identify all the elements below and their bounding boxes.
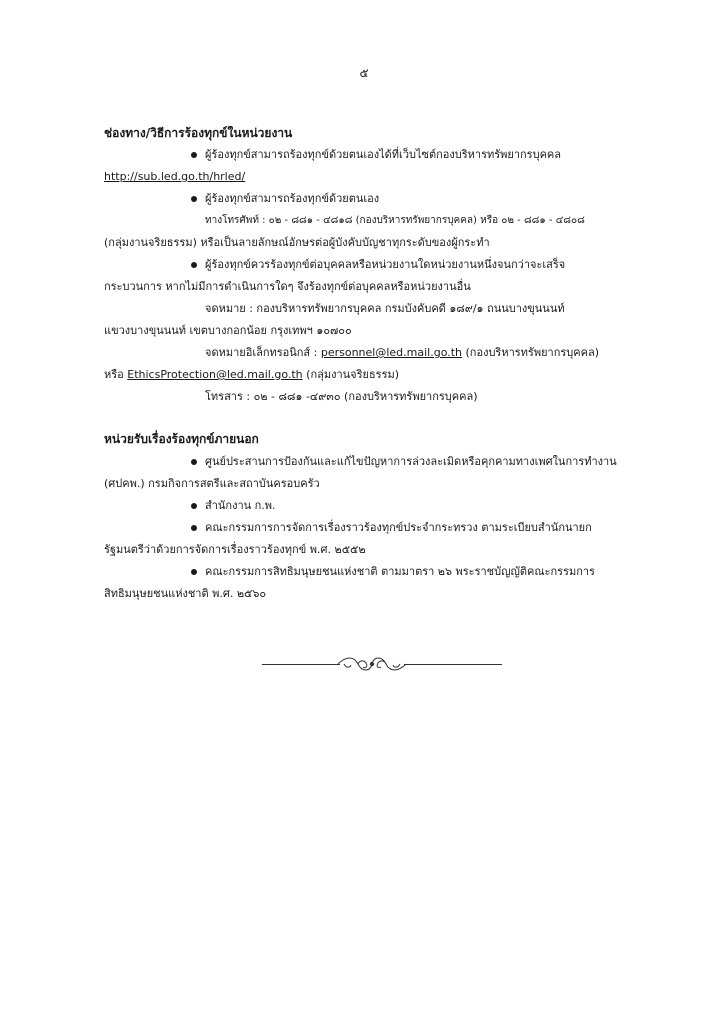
ethics-email-note: (กลุ่มงานจริยธรรม) xyxy=(306,368,400,381)
phone-line-continued: (กลุ่มงานจริยธรรม) หรือเป็นลายลักษณ์อักษรต่อผู้บังคับบัญชาทุกระดับของผู้กระทำ xyxy=(104,236,490,249)
or-label: หรือ xyxy=(104,368,124,381)
phone-line: ทางโทรศัพท์ : ๐๒ - ๘๘๑ - ๔๘๑๘ (กองบริหารทรัพยากรบุคคล) หรือ ๐๒ - ๘๘๑ - ๔๘๐๘ xyxy=(205,215,585,226)
harassment-center-continued: (ศปคพ.) กรมกิจการสตรีและสถาบันครอบครัว xyxy=(104,477,320,490)
personnel-email-note: (กองบริหารทรัพยากรบุคคล) xyxy=(465,346,600,359)
email-label: จดหมายอิเล็กทรอนิกส์ : xyxy=(205,346,318,359)
mail-address-line: จดหมาย : กองบริหารทรัพยากรบุคคล กรมบังคับคดี ๑๘๙/๑ ถนนบางขุนนนท์ xyxy=(205,302,565,315)
ministry-committee-continued: รัฐมนตรีว่าด้วยการจัดการเรื่องราวร้องทุกข์ พ.ศ. ๒๕๕๒ xyxy=(104,543,366,556)
flourish-divider-icon xyxy=(336,652,408,676)
external-item-harassment-center: ศูนย์ประสานการป้องกันและแก้ไขปัญหาการล่วงละเมิดหรือคุกคามทางเพศในการทำงาน xyxy=(205,455,617,468)
section-heading-internal: ช่องทาง/วิธีการร้องทุกข์ในหน่วยงาน xyxy=(104,126,293,140)
bullet-icon xyxy=(191,459,197,465)
section-heading-external: หน่วยรับเรื่องร้องทุกข์ภายนอก xyxy=(104,432,259,446)
fax-line: โทรสาร : ๐๒ - ๘๘๑ -๔๙๓๐ (กองบริหารทรัพยากรบุคคล) xyxy=(205,390,478,403)
divider-line-right xyxy=(404,664,502,665)
divider-line-left xyxy=(262,664,340,665)
human-rights-continued: สิทธิมนุษยชนแห่งชาติ พ.ศ. ๒๕๖๐ xyxy=(104,587,267,600)
external-item-human-rights: คณะกรรมการสิทธิมนุษยชนแห่งชาติ ตามมาตรา ๒๖ พระราชบัญญัติคณะกรรมการ xyxy=(205,565,595,578)
page-number: ๕ xyxy=(359,66,369,80)
personnel-email-link[interactable]: personnel@led.mail.go.th xyxy=(320,346,463,359)
email-row-2 xyxy=(104,368,399,382)
bullet-icon xyxy=(191,152,197,158)
external-item-ocsc: สำนักงาน ก.พ. xyxy=(205,499,276,512)
internal-item-in-person: ผู้ร้องทุกข์สามารถร้องทุกข์ด้วยตนเอง xyxy=(205,192,380,205)
email-row xyxy=(205,346,599,360)
other-units-continued: กระบวนการ หากไม่มีการดำเนินการใดๆ จึงร้องทุกข์ต่อบุคคลหรือหน่วยงานอื่น xyxy=(104,280,471,293)
bullet-icon xyxy=(191,196,197,202)
bullet-icon xyxy=(191,569,197,575)
internal-item-other-units: ผู้ร้องทุกข์ควรร้องทุกข์ต่อบุคคลหรือหน่วยงานใดหน่วยงานหนึ่งจนกว่าจะเสร็จ xyxy=(205,258,566,271)
ethics-email-link[interactable]: EthicsProtection@led.mail.go.th xyxy=(127,368,303,381)
bullet-icon xyxy=(191,525,197,531)
hrled-website-link[interactable]: http://sub.led.go.th/hrled/ xyxy=(104,170,246,183)
bullet-icon xyxy=(191,503,197,509)
external-item-ministry-committee: คณะกรรมการการจัดการเรื่องราวร้องทุกข์ประจำกระทรวง ตามระเบียบสำนักนายก xyxy=(205,521,592,534)
bullet-icon xyxy=(191,262,197,268)
mail-address-continued: แขวงบางขุนนนท์ เขตบางกอกน้อย กรุงเทพฯ ๑๐๗๐๐ xyxy=(104,324,352,337)
internal-item-website: ผู้ร้องทุกข์สามารถร้องทุกข์ด้วยตนเองได้ที่เว็บไซต์กองบริหารทรัพยากรบุคคล xyxy=(205,148,562,161)
